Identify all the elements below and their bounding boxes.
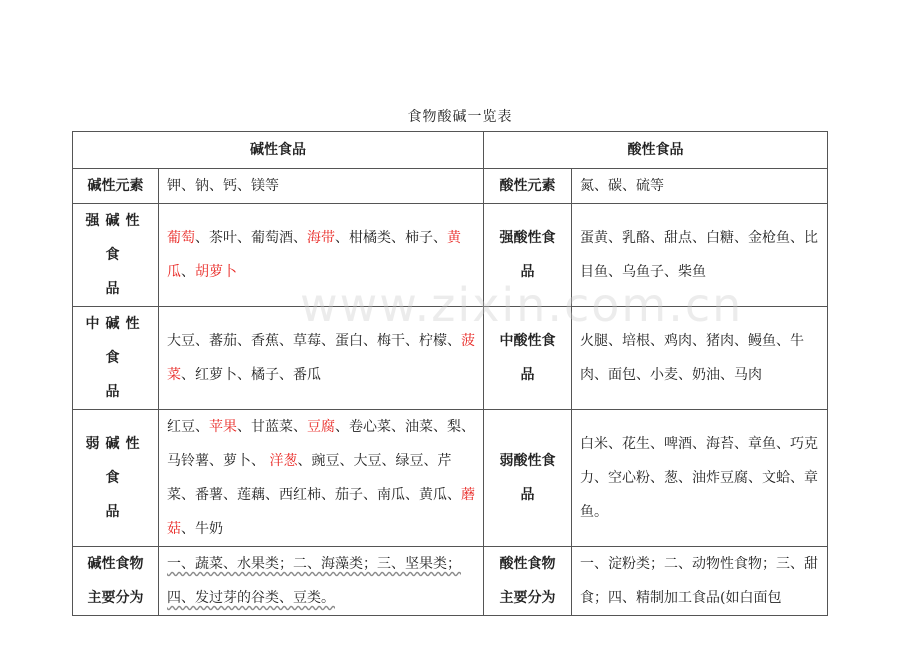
alkaline-header: 碱性食品 xyxy=(73,132,484,169)
page-title: 食物酸碱一览表 xyxy=(407,109,513,125)
table-row-strong xyxy=(73,204,828,307)
acid-alkaline-table xyxy=(72,131,828,616)
medium-acidic-foods: 火腿、培根、鸡肉、猪肉、鳗鱼、牛肉、面包、小麦、奶油、马肉 xyxy=(572,307,828,410)
acidic-header: 酸性食品 xyxy=(484,132,828,169)
table-row-categories xyxy=(73,547,828,616)
strong-acidic-label: 强酸性食 品 xyxy=(484,204,572,307)
alkaline-elements-text: 钾、钠、钙、镁等 xyxy=(159,169,484,204)
strong-acidic-foods: 蛋黄、乳酪、甜点、白糖、金枪鱼、比目鱼、乌鱼子、柴鱼 xyxy=(572,204,828,307)
acidic-elements-text: 氮、碳、硫等 xyxy=(572,169,828,204)
acidic-elements-label: 酸性元素 xyxy=(484,169,572,204)
medium-acidic-label: 中酸性食 品 xyxy=(484,307,572,410)
acidic-categories-label: 酸性食物 主要分为 xyxy=(484,547,572,616)
strong-alkaline-foods: 葡萄、茶叶、葡萄酒、海带、柑橘类、柿子、黄瓜、胡萝卜 xyxy=(159,204,484,307)
strong-alkaline-label: 强碱性食 品 xyxy=(73,204,159,307)
table-header-row xyxy=(73,132,828,169)
alkaline-elements-label: 碱性元素 xyxy=(73,169,159,204)
table-row-medium xyxy=(73,307,828,410)
alkaline-categories-label: 碱性食物 主要分为 xyxy=(73,547,159,616)
table-row-elements xyxy=(73,169,828,204)
acidic-categories-text: 一、淀粉类；二、动物性食物；三、甜食；四、精制加工食品(如白面包 xyxy=(572,547,828,616)
table-row-weak xyxy=(73,410,828,547)
weak-acidic-foods: 白米、花生、啤酒、海苔、章鱼、巧克力、空心粉、葱、油炸豆腐、文蛤、章鱼。 xyxy=(572,410,828,547)
weak-acidic-label: 弱酸性食 品 xyxy=(484,410,572,547)
weak-alkaline-label: 弱碱性食 品 xyxy=(73,410,159,547)
alkaline-categories-text: 一、蔬菜、水果类；二、海藻类；三、坚果类；四、发过芽的谷类、豆类。 xyxy=(159,547,484,616)
weak-alkaline-foods: 红豆、苹果、甘蓝菜、豆腐、卷心菜、油菜、梨、马铃薯、萝卜、 洋葱、豌豆、大豆、绿豆、芹菜、番薯、莲藕、西红柿、茄子、南瓜、黄瓜、蘑菇、牛奶 xyxy=(159,410,484,547)
watermark: www.zixin.com.cn xyxy=(300,278,744,332)
medium-alkaline-label: 中碱性食 品 xyxy=(73,307,159,410)
medium-alkaline-foods: 大豆、蕃茄、香蕉、草莓、蛋白、梅干、柠檬、菠菜、红萝卜、橘子、番瓜 xyxy=(159,307,484,410)
